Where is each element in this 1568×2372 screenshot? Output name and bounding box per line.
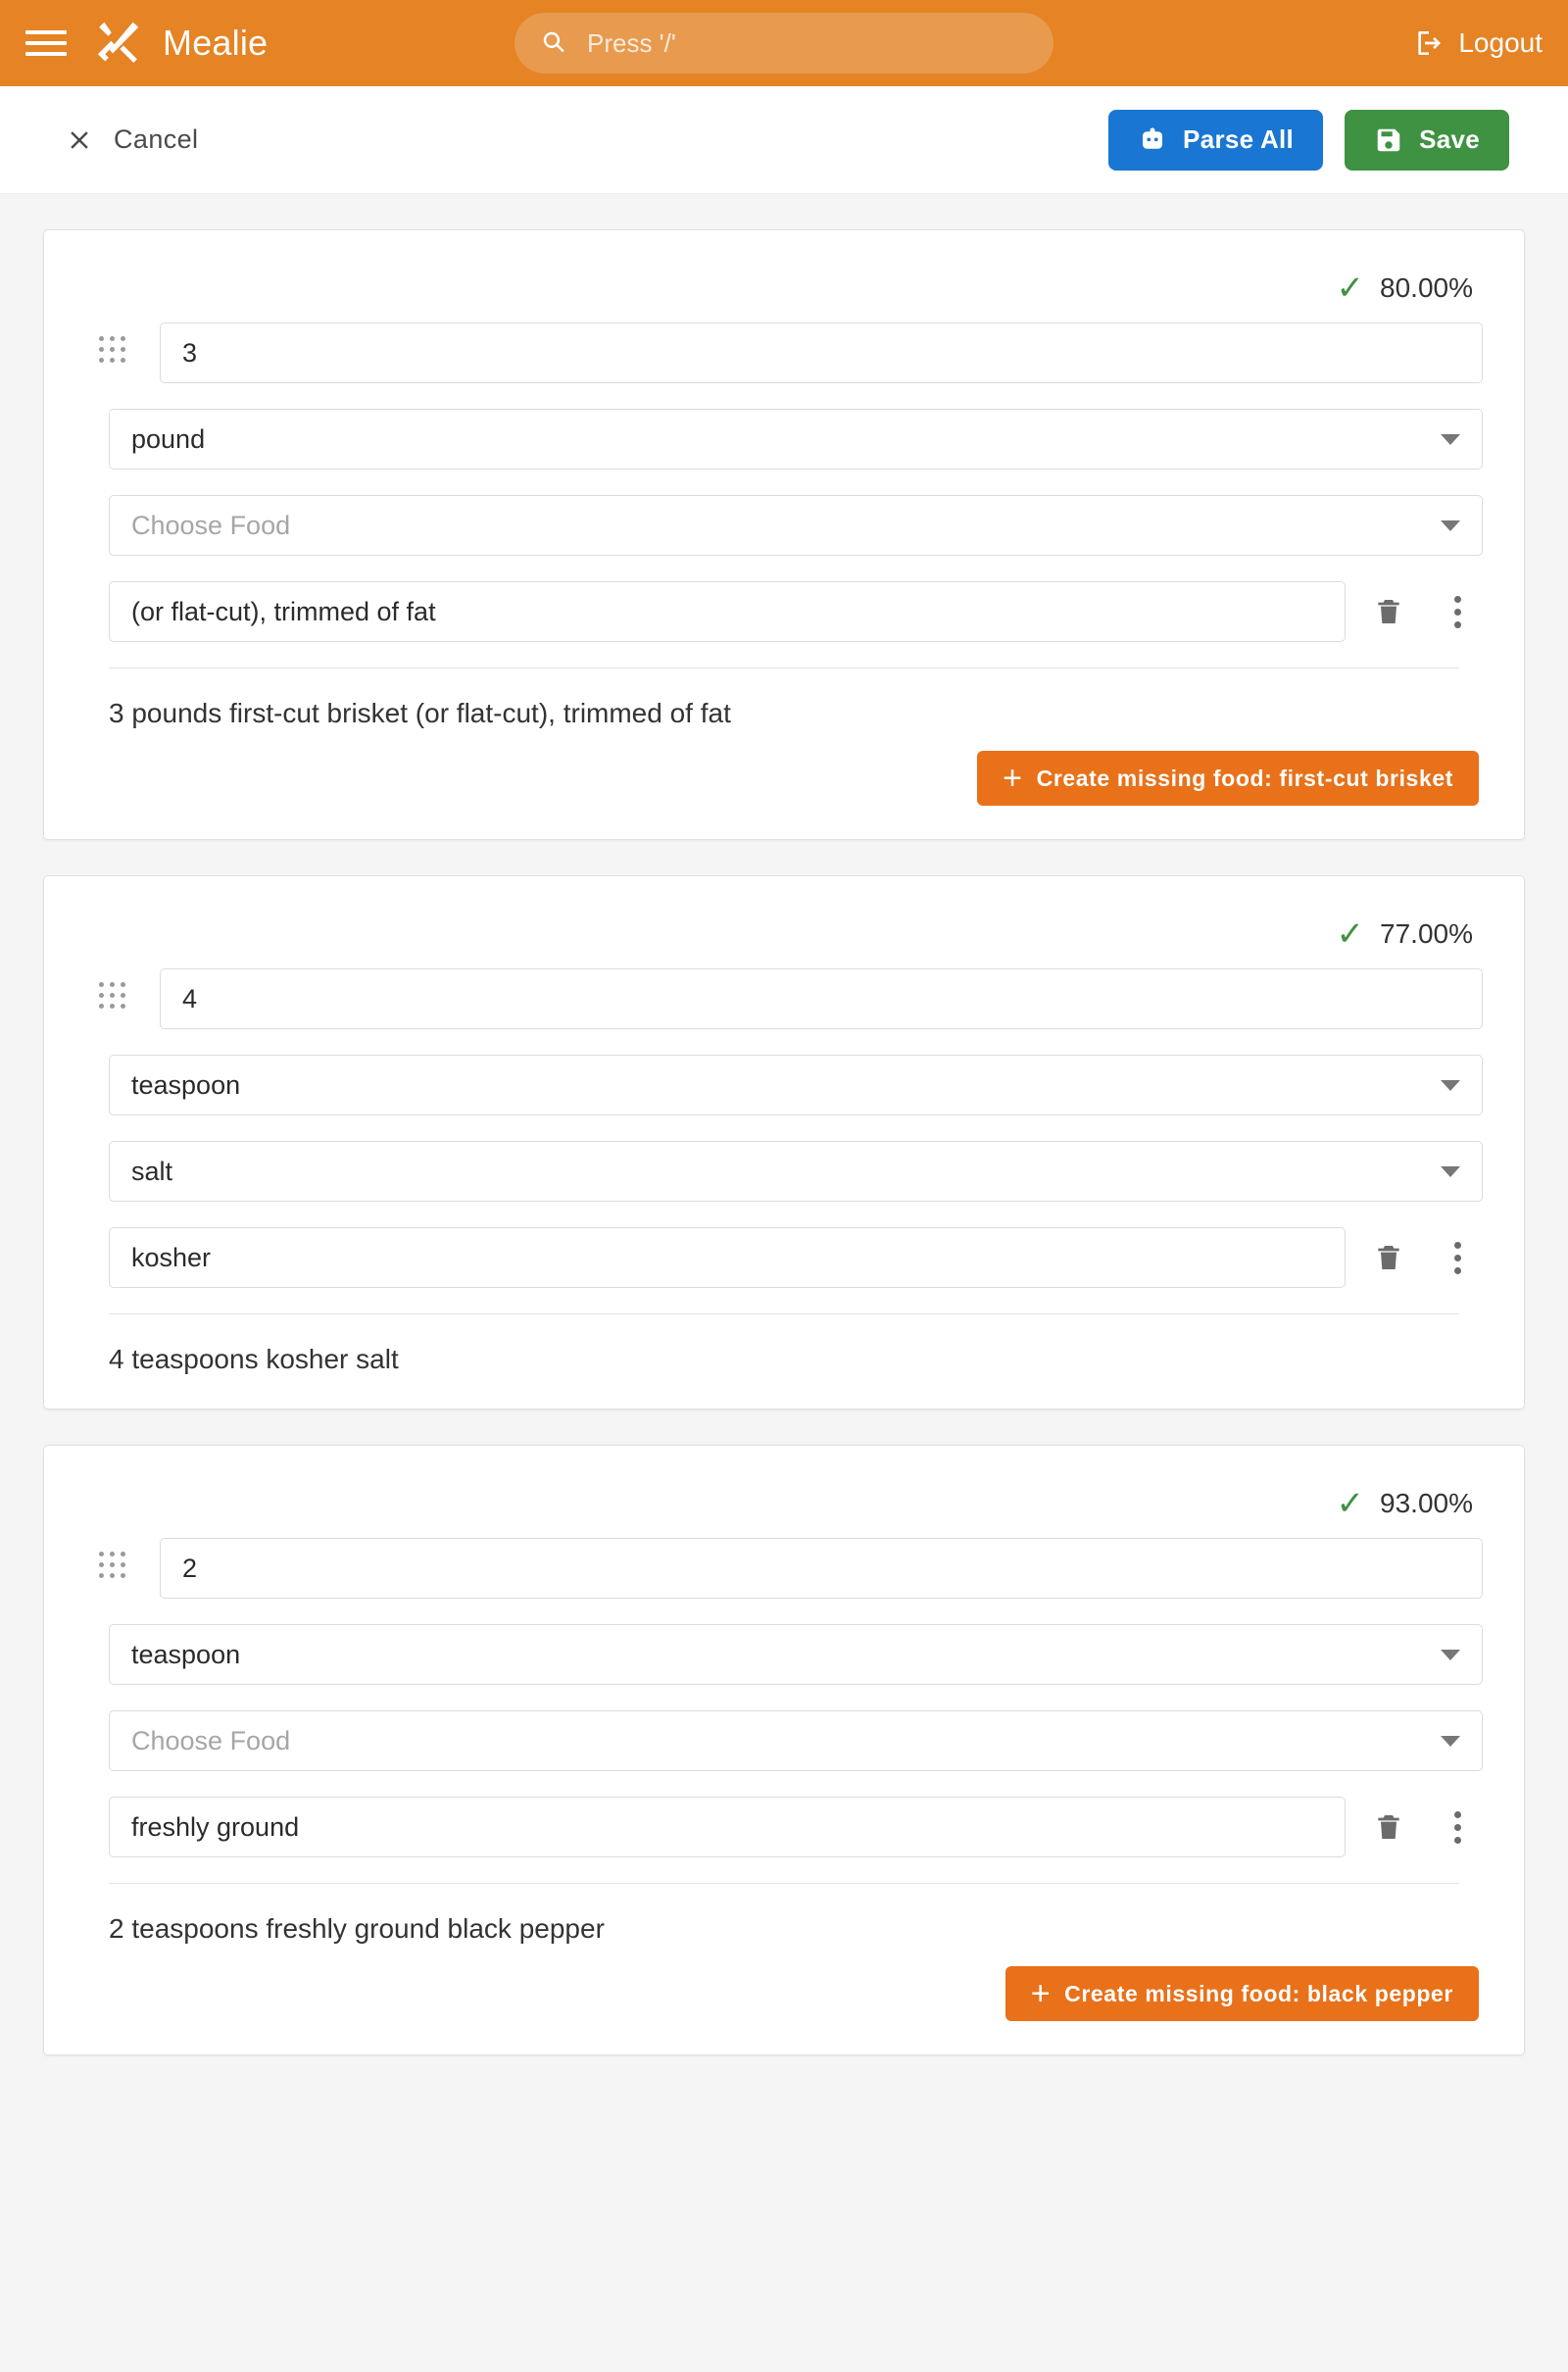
food-value: Choose Food: [131, 1725, 291, 1755]
unit-value: teaspoon: [131, 1069, 241, 1100]
ingredient-card: [43, 229, 1525, 840]
create-missing-food-label: Create missing food: first-cut brisket: [1036, 765, 1453, 791]
logout-icon: [1413, 27, 1445, 59]
search-input[interactable]: [585, 27, 1028, 60]
save-button[interactable]: [1345, 110, 1509, 171]
confidence-row: [85, 1475, 1483, 1538]
chevron-down-icon: [1441, 1736, 1460, 1747]
check-icon: ✓: [1336, 915, 1365, 953]
food-value: Choose Food: [131, 510, 291, 540]
unit-row: [109, 1624, 1483, 1685]
food-select[interactable]: [109, 1710, 1483, 1771]
food-row: [109, 495, 1483, 556]
logout-label: Logout: [1458, 27, 1543, 58]
note-value: freshly ground: [131, 1811, 300, 1842]
chevron-down-icon: [1441, 1650, 1460, 1660]
confidence-value: 80.00%: [1380, 272, 1473, 303]
check-icon: ✓: [1336, 270, 1365, 307]
ingredient-card: [43, 1445, 1525, 2055]
quantity-row: [85, 322, 1483, 383]
confidence-row: [85, 260, 1483, 322]
save-disk-icon: [1374, 125, 1403, 155]
unit-select[interactable]: [109, 1624, 1483, 1685]
ingredient-card: [43, 875, 1525, 1409]
drag-handle-icon[interactable]: [99, 1552, 132, 1585]
note-input[interactable]: [109, 581, 1346, 642]
create-missing-food-label: Create missing food: black pepper: [1064, 1980, 1453, 2006]
quantity-value: 3: [182, 337, 198, 368]
unit-value: pound: [131, 423, 206, 454]
ingredient-list: [0, 229, 1568, 2055]
plus-icon: +: [1030, 1975, 1052, 2012]
delete-button[interactable]: [1363, 1802, 1414, 1853]
card-actions: [85, 729, 1483, 806]
search-bar[interactable]: [514, 13, 1054, 74]
unit-row: [109, 1055, 1483, 1115]
drag-handle-icon[interactable]: [99, 982, 132, 1015]
create-missing-food-button[interactable]: [977, 751, 1479, 806]
quantity-input[interactable]: [160, 968, 1483, 1029]
save-label: Save: [1419, 124, 1480, 154]
logout-button[interactable]: [1413, 27, 1543, 59]
note-value: kosher: [131, 1242, 212, 1272]
chevron-down-icon: [1441, 434, 1460, 445]
chevron-down-icon: [1441, 1080, 1460, 1091]
toolbar-actions: [1108, 110, 1509, 171]
original-text: 4 teaspoons kosher salt: [109, 1344, 399, 1374]
food-select[interactable]: [109, 495, 1483, 556]
food-row: [109, 1141, 1483, 1202]
quantity-row: [85, 968, 1483, 1029]
plus-icon: +: [1003, 760, 1023, 797]
card-actions: [85, 1945, 1483, 2021]
more-options-button[interactable]: [1432, 586, 1483, 637]
quantity-value: 2: [182, 1553, 198, 1583]
cancel-label: Cancel: [114, 124, 199, 154]
close-icon: [65, 125, 94, 155]
original-text: 2 teaspoons freshly ground black pepper: [109, 1913, 605, 1944]
delete-button[interactable]: [1363, 586, 1414, 637]
parse-all-label: Parse All: [1183, 124, 1295, 154]
hamburger-icon[interactable]: [25, 21, 71, 66]
unit-select[interactable]: [109, 409, 1483, 469]
app-bar: [0, 0, 1568, 86]
chevron-down-icon: [1441, 1166, 1460, 1177]
note-value: (or flat-cut), trimmed of fat: [131, 596, 436, 626]
food-row: [109, 1710, 1483, 1771]
original-text: 3 pounds first-cut brisket (or flat-cut), trimmed of fat: [109, 698, 731, 728]
note-row: [109, 1797, 1483, 1857]
unit-value: teaspoon: [131, 1639, 241, 1669]
trash-icon: [1373, 1242, 1404, 1273]
app-title: Mealie: [163, 23, 269, 63]
food-select[interactable]: [109, 1141, 1483, 1202]
more-options-button[interactable]: [1432, 1802, 1483, 1853]
note-input[interactable]: [109, 1227, 1346, 1288]
create-missing-food-button[interactable]: [1005, 1966, 1479, 2021]
editor-toolbar: [0, 86, 1568, 194]
parse-all-button[interactable]: [1108, 110, 1323, 171]
food-value: salt: [131, 1156, 173, 1186]
quantity-value: 4: [182, 983, 198, 1013]
confidence-value: 77.00%: [1380, 918, 1473, 949]
search-icon: [540, 28, 569, 58]
delete-button[interactable]: [1363, 1232, 1414, 1283]
unit-row: [109, 409, 1483, 469]
quantity-row: [85, 1538, 1483, 1599]
more-options-button[interactable]: [1432, 1232, 1483, 1283]
robot-icon: [1138, 125, 1167, 155]
trash-icon: [1373, 596, 1404, 627]
quantity-input[interactable]: [160, 1538, 1483, 1599]
cancel-button[interactable]: [65, 124, 198, 155]
brand[interactable]: [92, 17, 268, 70]
confidence-value: 93.00%: [1380, 1488, 1473, 1518]
unit-select[interactable]: [109, 1055, 1483, 1115]
trash-icon: [1373, 1811, 1404, 1843]
note-row: [109, 581, 1483, 642]
chevron-down-icon: [1441, 520, 1460, 531]
check-icon: ✓: [1336, 1485, 1365, 1522]
note-input[interactable]: [109, 1797, 1346, 1857]
quantity-input[interactable]: [160, 322, 1483, 383]
drag-handle-icon[interactable]: [99, 336, 132, 370]
confidence-row: [85, 906, 1483, 968]
fork-knife-logo: [92, 17, 145, 70]
note-row: [109, 1227, 1483, 1288]
